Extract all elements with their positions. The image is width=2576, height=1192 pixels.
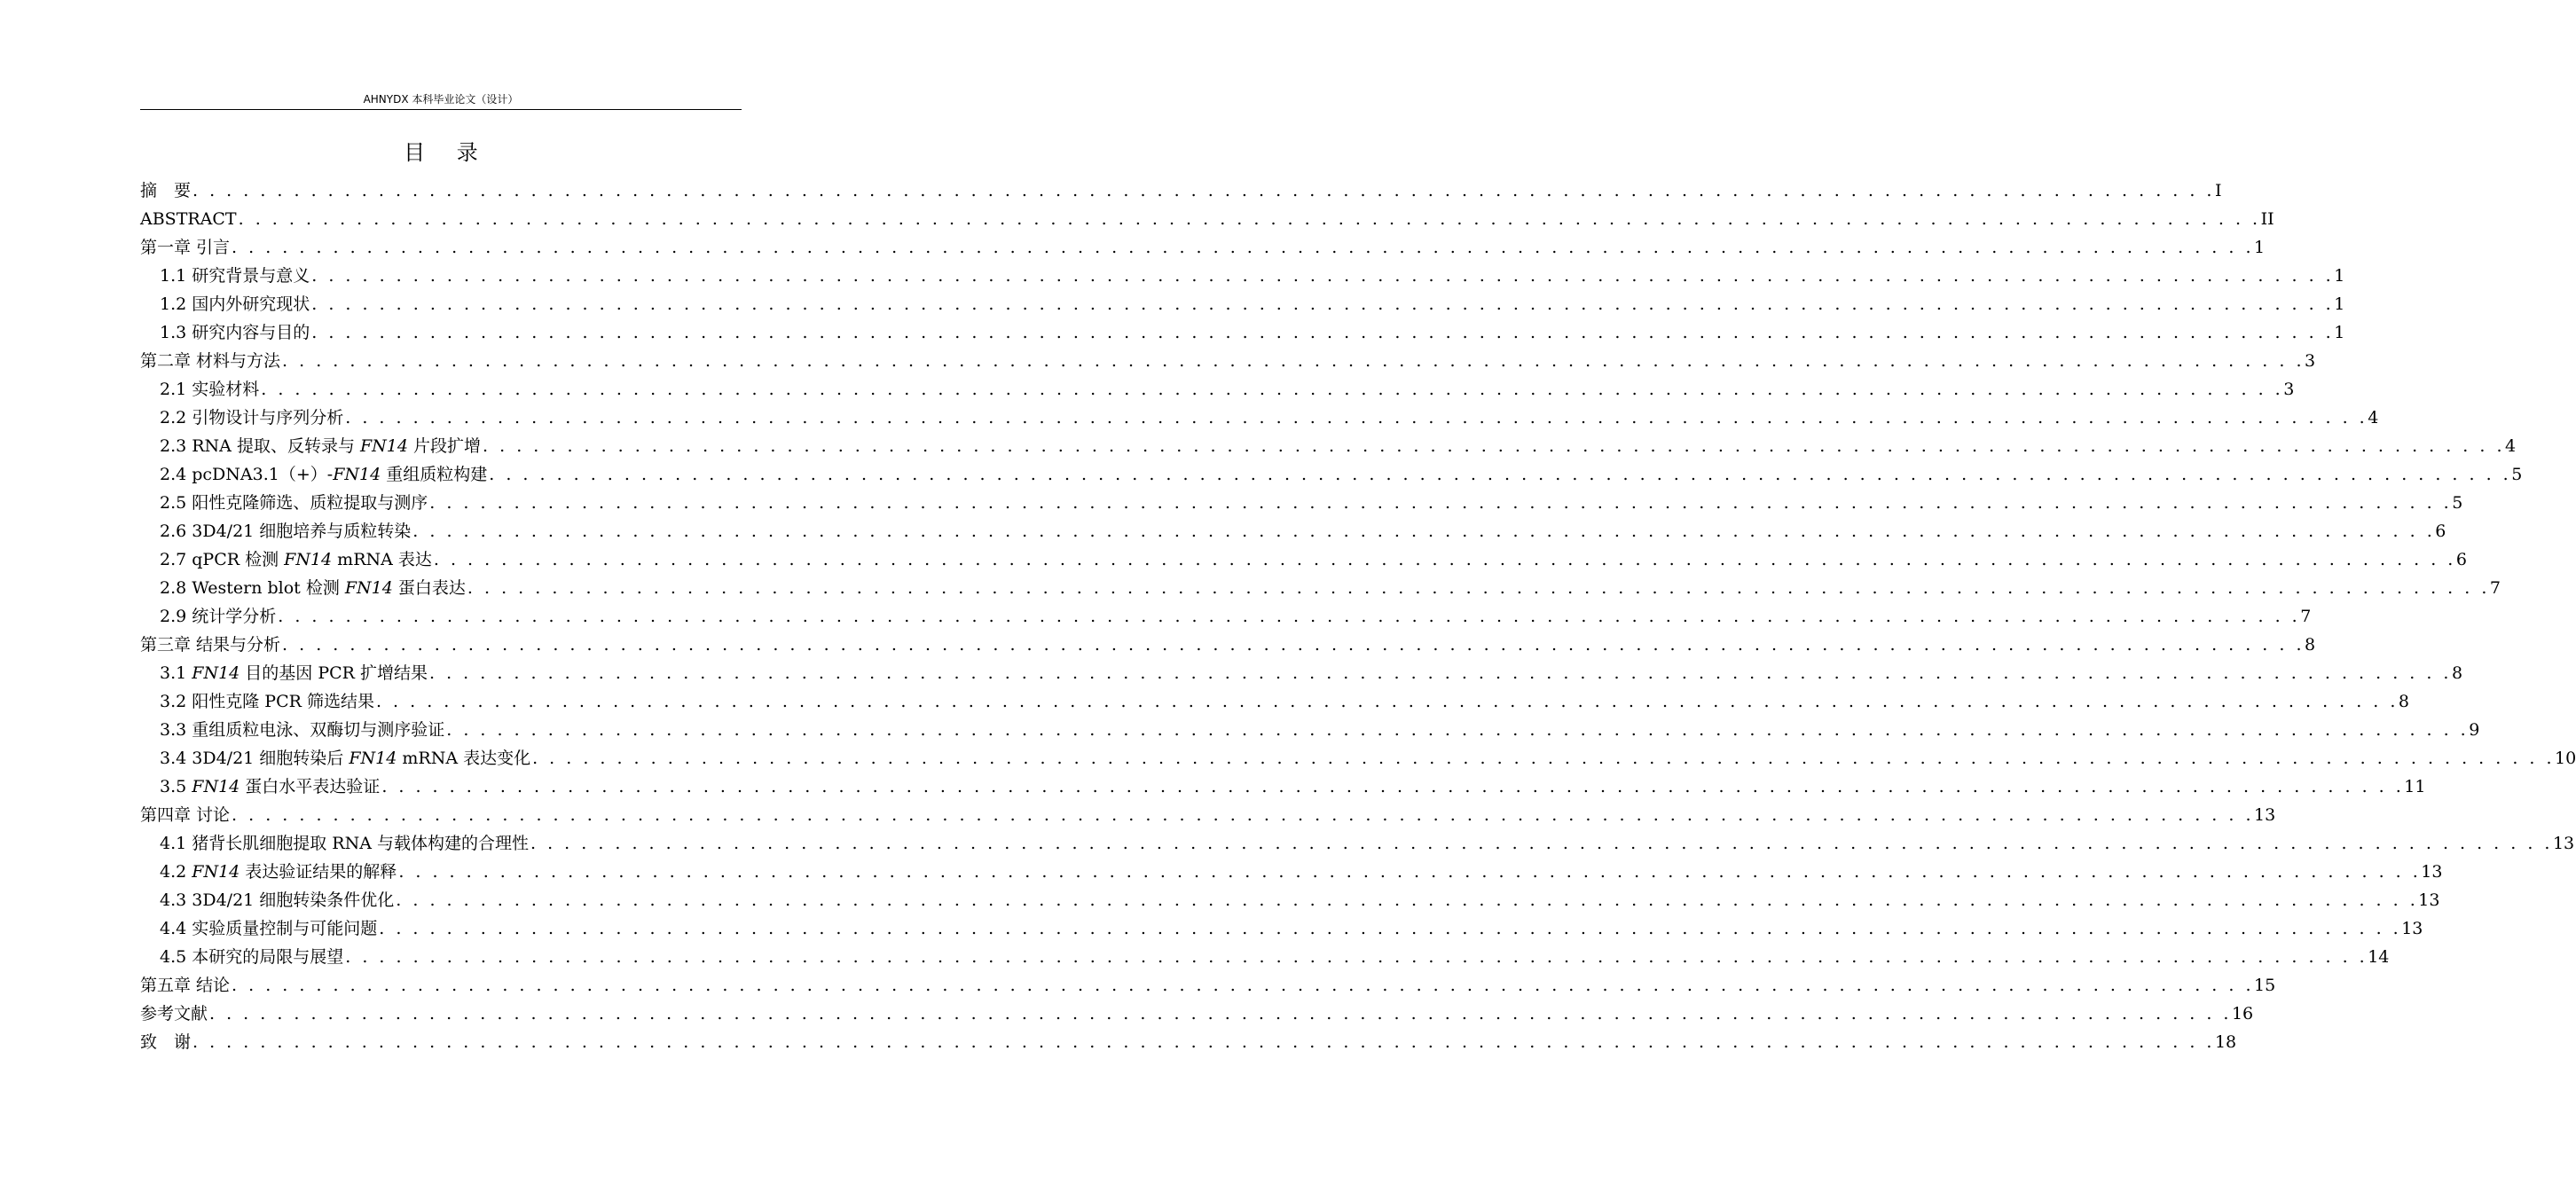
toc-entry[interactable] (140, 176, 2222, 205)
toc-dot-leader: . . . . . . . . . . . . . . . . . . . . . . . . . . . . . . . . . . . . . . . . . . . . . . . . . . . . . . . . . . . . . . . . . . . . . . . . . . . . . . . . . . . . . . . . . . . . . . . . . . . . . . . . . . . . . . . . . . . . . . . . (192, 181, 2215, 200)
toc-dot-leader: . . . . . . . . . . . . . . . . . . . . . . . . . . . . . . . . . . . . . . . . . . . . . . . . . . . . . . . . . . . . . . . . . . . . . . . . . . . . . . . . . . . . . . . . . . . . . . . . . . . . . . . . . . . . . . . . . . . . . . . . (379, 919, 2402, 938)
toc-page-number: 10 (2555, 749, 2576, 768)
toc-entry[interactable] (140, 886, 2440, 914)
toc-entry-label (160, 262, 310, 290)
toc-dot-leader: . . . . . . . . . . . . . . . . . . . . . . . . . . . . . . . . . . . . . . . . . . . . . . . . . . . . . . . . . . . . . . . . . . . . . . . . . . . . . . . . . . . . . . . . . . . . . . . . . . . . . . . . . . . . . . . . . . . . . . . . (467, 578, 2490, 598)
toc-dot-leader: . . . . . . . . . . . . . . . . . . . . . . . . . . . . . . . . . . . . . . . . . . . . . . . . . . . . . . . . . . . . . . . . . . . . . . . . . . . . . . . . . . . . . . . . . . . . . . . . . . . . . . . . . . . . . . . . . . . . . . . . (433, 550, 2456, 569)
toc-entry[interactable] (140, 744, 2576, 772)
toc-entry[interactable] (140, 1028, 2237, 1056)
toc-entry-text: 1.1 研究背景与意义 (160, 266, 310, 286)
toc-entry[interactable] (140, 460, 2523, 489)
toc-entry-label (140, 176, 191, 205)
toc-dot-leader: . . . . . . . . . . . . . . . . . . . . . . . . . . . . . . . . . . . . . . . . . . . . . . . . . . . . . . . . . . . . . . . . . . . . . . . . . . . . . . . . . . . . . . . . . . . . . . . . . . . . . . . . . . . . . . . . . . . . . . . . (345, 408, 2368, 427)
toc-entry-label (140, 631, 280, 659)
toc-entry-text: 第五章 结论 (140, 976, 231, 995)
toc-entry-gene-name: FN14 (360, 436, 408, 456)
toc-entry-text: 2.7 qPCR 检测 (160, 550, 285, 569)
toc-entry-label (160, 659, 428, 687)
toc-page-number: II (2260, 209, 2274, 229)
toc-entry-text: 4.4 实验质量控制与可能问题 (160, 919, 378, 938)
toc-page-number: 1 (2254, 238, 2266, 257)
toc-entry-gene-name: FN14 (192, 862, 240, 882)
toc-entry[interactable] (140, 545, 2467, 574)
toc-entry-text: 2.9 统计学分析 (160, 607, 277, 626)
toc-entry-text: 4.5 本研究的局限与展望 (160, 947, 344, 967)
toc-entry[interactable] (140, 404, 2379, 432)
toc-entry-label (160, 687, 374, 716)
toc-entry-text: 蛋白表达 (392, 578, 466, 598)
toc-dot-leader: . . . . . . . . . . . . . . . . . . . . . . . . . . . . . . . . . . . . . . . . . . . . . . . . . . . . . . . . . . . . . . . . . . . . . . . . . . . . . . . . . . . . . . . . . . . . . . . . . . . . . . . . . . . . . . . . . . . . . . . . (345, 947, 2368, 967)
toc-entry-label (140, 205, 237, 233)
toc-entry[interactable] (140, 517, 2446, 545)
toc-entry-text: 第二章 材料与方法 (140, 351, 281, 371)
toc-entry[interactable] (140, 233, 2266, 262)
toc-entry[interactable] (140, 262, 2345, 290)
toc-page-number: 8 (2398, 692, 2410, 711)
toc-page-number: 8 (2305, 635, 2316, 655)
toc-entry-label (160, 432, 481, 460)
toc-entry-text: 2.5 阳性克隆筛选、质粒提取与测序 (160, 493, 428, 513)
toc-entry-label (140, 1028, 191, 1056)
toc-page-number: 13 (2421, 862, 2443, 882)
toc-entry-label (160, 829, 529, 858)
toc-entry-label (160, 290, 310, 318)
toc-entry-label (160, 404, 343, 432)
toc-entry-text: 3.1 (160, 663, 192, 683)
toc-entry-text: 表达验证结果的解释 (240, 862, 397, 882)
toc-dot-leader: . . . . . . . . . . . . . . . . . . . . . . . . . . . . . . . . . . . . . . . . . . . . . . . . . . . . . . . . . . . . . . . . . . . . . . . . . . . . . . . . . . . . . . . . . . . . . . . . . . . . . . . . . . . . . . . . . . . . . . . . (412, 522, 2436, 541)
toc-entry-text: 4.3 3D4/21 细胞转染条件优化 (160, 890, 395, 910)
toc-entry-label (160, 318, 310, 347)
toc-entry-text: 2.8 Western blot 检测 (160, 578, 345, 598)
toc-dot-leader: . . . . . . . . . . . . . . . . . . . . . . . . . . . . . . . . . . . . . . . . . . . . . . . . . . . . . . . . . . . . . . . . . . . . . . . . . . . . . . . . . . . . . . . . . . . . . . . . . . . . . . . . . . . . . . . . . . . . . . . . (446, 720, 2470, 740)
toc-entry-text: 1.3 研究内容与目的 (160, 323, 310, 342)
toc-page-number: 9 (2469, 720, 2480, 740)
toc-dot-leader: . . . . . . . . . . . . . . . . . . . . . . . . . . . . . . . . . . . . . . . . . . . . . . . . . . . . . . . . . . . . . . . . . . . . . . . . . . . . . . . . . . . . . . . . . . . . . . . . . . . . . . . . . . . . . . . . . . . . . . . . (398, 862, 2422, 882)
toc-dot-leader: . . . . . . . . . . . . . . . . . . . . . . . . . . . . . . . . . . . . . . . . . . . . . . . . . . . . . . . . . . . . . . . . . . . . . . . . . . . . . . . . . . . . . . . . . . . . . . . . . . . . . . . . . . . . . . . . . . . . . . . . (375, 692, 2399, 711)
toc-entry-text: mRNA 表达 (332, 550, 432, 569)
toc-page-number: 1 (2334, 294, 2345, 314)
toc-entry-label (160, 744, 530, 772)
toc-entry[interactable] (140, 829, 2575, 858)
toc-entry-text: ABSTRACT (140, 209, 237, 229)
toc-page-number: 1 (2334, 323, 2345, 342)
toc-page-number: 7 (2489, 578, 2501, 598)
toc-page-number: 7 (2300, 607, 2312, 626)
toc-entry-gene-name: FN14 (333, 465, 381, 484)
toc-entry-label (160, 943, 343, 971)
toc-page-number: 1 (2334, 266, 2345, 286)
toc-dot-leader: . . . . . . . . . . . . . . . . . . . . . . . . . . . . . . . . . . . . . . . . . . . . . . . . . . . . . . . . . . . . . . . . . . . . . . . . . . . . . . . . . . . . . . . . . . . . . . . . . . . . . . . . . . . . . . . . . . . . . . . . (489, 465, 2512, 484)
toc-dot-leader: . . . . . . . . . . . . . . . . . . . . . . . . . . . . . . . . . . . . . . . . . . . . . . . . . . . . . . . . . . . . . . . . . . . . . . . . . . . . . . . . . . . . . . . . . . . . . . . . . . . . . . . . . . . . . . . . . . . . . . . . (311, 266, 2335, 286)
toc-entry-label (160, 517, 411, 545)
toc-page-number: 4 (2505, 436, 2517, 456)
toc-entry-text: 2.2 引物设计与序列分析 (160, 408, 344, 427)
toc-entry-text: 1.2 国内外研究现状 (160, 294, 310, 314)
toc-entry-text: 2.6 3D4/21 细胞培养与质粒转染 (160, 522, 412, 541)
table-of-contents (140, 176, 2576, 1056)
toc-dot-leader: . . . . . . . . . . . . . . . . . . . . . . . . . . . . . . . . . . . . . . . . . . . . . . . . . . . . . . . . . . . . . . . . . . . . . . . . . . . . . . . . . . . . . . . . . . . . . . . . . . . . . . . . . . . . . . . . . . . . . . . . (532, 749, 2556, 768)
toc-entry[interactable] (140, 971, 2276, 1000)
toc-entry-label (140, 971, 230, 1000)
toc-dot-leader: . . . . . . . . . . . . . . . . . . . . . . . . . . . . . . . . . . . . . . . . . . . . . . . . . . . . . . . . . . . . . . . . . . . . . . . . . . . . . . . . . . . . . . . . . . . . . . . . . . . . . . . . . . . . . . . . . . . . . . . . (530, 834, 2553, 853)
toc-entry-label (160, 375, 259, 404)
toc-entry[interactable] (140, 1000, 2254, 1028)
toc-dot-leader: . . . . . . . . . . . . . . . . . . . . . . . . . . . . . . . . . . . . . . . . . . . . . . . . . . . . . . . . . . . . . . . . . . . . . . . . . . . . . . . . . . . . . . . . . . . . . . . . . . . . . . . . . . . . . . . . . . . . . . . . (232, 238, 2254, 257)
toc-entry-text: 3.5 (160, 777, 192, 796)
toc-entry[interactable] (140, 290, 2345, 318)
toc-entry-text: 4.2 (160, 862, 192, 882)
toc-page-number: 18 (2214, 1032, 2237, 1052)
toc-entry-text: 3.2 阳性克隆 PCR 筛选结果 (160, 692, 374, 711)
toc-title: 目 录 (404, 140, 491, 165)
toc-dot-leader: . . . . . . . . . . . . . . . . . . . . . . . . . . . . . . . . . . . . . . . . . . . . . . . . . . . . . . . . . . . . . . . . . . . . . . . . . . . . . . . . . . . . . . . . . . . . . . . . . . . . . . . . . . . . . . . . . . . . . . . . (209, 1004, 2232, 1023)
toc-entry[interactable] (140, 602, 2312, 631)
toc-entry-text: 第一章 引言 (140, 238, 231, 257)
toc-entry-label (160, 460, 487, 489)
toc-entry-text: 重组质粒构建 (381, 465, 488, 484)
toc-entry[interactable] (140, 772, 2426, 801)
toc-entry[interactable] (140, 858, 2443, 886)
toc-entry-text: 目的基因 PCR 扩增结果 (240, 663, 428, 683)
toc-page-number: 14 (2368, 947, 2390, 967)
toc-entry-text: 第三章 结果与分析 (140, 635, 281, 655)
toc-dot-leader: . . . . . . . . . . . . . . . . . . . . . . . . . . . . . . . . . . . . . . . . . . . . . . . . . . . . . . . . . . . . . . . . . . . . . . . . . . . . . . . . . . . . . . . . . . . . . . . . . . . . . . . . . . . . . . . . . . . . . . . . (381, 777, 2405, 796)
toc-entry[interactable] (140, 687, 2410, 716)
toc-entry[interactable] (140, 631, 2316, 659)
toc-entry-label (160, 914, 377, 943)
toc-dot-leader: . . . . . . . . . . . . . . . . . . . . . . . . . . . . . . . . . . . . . . . . . . . . . . . . . . . . . . . . . . . . . . . . . . . . . . . . . . . . . . . . . . . . . . . . . . . . . . . . . . . . . . . . . . . . . . . . . . . . . . . . (232, 976, 2254, 995)
toc-entry[interactable] (140, 716, 2480, 744)
toc-entry-text: 4.1 猪背长肌细胞提取 RNA 与载体构建的合理性 (160, 834, 529, 853)
toc-page-number: 5 (2511, 465, 2523, 484)
toc-entry-text: 致 谢 (140, 1032, 192, 1052)
toc-dot-leader: . . . . . . . . . . . . . . . . . . . . . . . . . . . . . . . . . . . . . . . . . . . . . . . . . . . . . . . . . . . . . . . . . . . . . . . . . . . . . . . . . . . . . . . . . . . . . . . . . . . . . . . . . . . . . . . . . . . . . . . . (396, 890, 2419, 910)
toc-entry-text: 参考文献 (140, 1004, 208, 1023)
toc-entry[interactable] (140, 432, 2517, 460)
toc-page-number: 16 (2231, 1004, 2254, 1023)
toc-page-number: 13 (2418, 890, 2440, 910)
toc-entry[interactable] (140, 659, 2463, 687)
toc-entry-label (160, 772, 380, 801)
toc-page-number: 4 (2368, 408, 2379, 427)
toc-entry[interactable] (140, 914, 2423, 943)
toc-entry-text: 2.1 实验材料 (160, 380, 260, 399)
toc-page-number: 8 (2451, 663, 2463, 683)
toc-dot-leader: . . . . . . . . . . . . . . . . . . . . . . . . . . . . . . . . . . . . . . . . . . . . . . . . . . . . . . . . . . . . . . . . . . . . . . . . . . . . . . . . . . . . . . . . . . . . . . . . . . . . . . . . . . . . . . . . . . . . . . . . (282, 351, 2305, 371)
toc-entry-label (140, 347, 280, 375)
toc-entry-gene-name: FN14 (192, 777, 240, 796)
toc-page-number: 13 (2401, 919, 2423, 938)
toc-entry-label (160, 886, 394, 914)
toc-entry-gene-name: FN14 (344, 578, 393, 598)
toc-page-number: 3 (2305, 351, 2316, 371)
toc-page-number: 11 (2404, 777, 2426, 796)
toc-entry[interactable] (140, 205, 2274, 233)
toc-entry-gene-name: FN14 (192, 663, 240, 683)
toc-dot-leader: . . . . . . . . . . . . . . . . . . . . . . . . . . . . . . . . . . . . . . . . . . . . . . . . . . . . . . . . . . . . . . . . . . . . . . . . . . . . . . . . . . . . . . . . . . . . . . . . . . . . . . . . . . . . . . . . . . . . . . . . (311, 294, 2335, 314)
toc-dot-leader: . . . . . . . . . . . . . . . . . . . . . . . . . . . . . . . . . . . . . . . . . . . . . . . . . . . . . . . . . . . . . . . . . . . . . . . . . . . . . . . . . . . . . . . . . . . . . . . . . . . . . . . . . . . . . . . . . . . . . . . . (192, 1032, 2215, 1052)
toc-entry-gene-name: FN14 (349, 749, 397, 768)
toc-dot-leader: . . . . . . . . . . . . . . . . . . . . . . . . . . . . . . . . . . . . . . . . . . . . . . . . . . . . . . . . . . . . . . . . . . . . . . . . . . . . . . . . . . . . . . . . . . . . . . . . . . . . . . . . . . . . . . . . . . . . . . . . (232, 805, 2254, 825)
toc-page-number: 13 (2552, 834, 2575, 853)
toc-page-number: I (2214, 181, 2222, 200)
toc-entry[interactable] (140, 943, 2390, 971)
toc-dot-leader: . . . . . . . . . . . . . . . . . . . . . . . . . . . . . . . . . . . . . . . . . . . . . . . . . . . . . . . . . . . . . . . . . . . . . . . . . . . . . . . . . . . . . . . . . . . . . . . . . . . . . . . . . . . . . . . . . . . . . . . . (429, 493, 2453, 513)
toc-entry-label (160, 858, 397, 886)
toc-entry-label (160, 489, 428, 517)
toc-entry-label (160, 545, 432, 574)
toc-entry-text: 摘 要 (140, 181, 192, 200)
toc-entry-label (140, 233, 230, 262)
toc-entry[interactable] (140, 801, 2276, 829)
toc-entry-label (160, 574, 466, 602)
toc-entry-text: 2.3 RNA 提取、反转录与 (160, 436, 360, 456)
toc-entry[interactable] (140, 347, 2316, 375)
toc-page-number: 6 (2455, 550, 2467, 569)
toc-dot-leader: . . . . . . . . . . . . . . . . . . . . . . . . . . . . . . . . . . . . . . . . . . . . . . . . . . . . . . . . . . . . . . . . . . . . . . . . . . . . . . . . . . . . . . . . . . . . . . . . . . . . . . . . . . . . . . . . . . . . . . . . (429, 663, 2452, 683)
toc-page-number: 5 (2452, 493, 2463, 513)
toc-entry-text: 2.4 pcDNA3.1（+）- (160, 465, 334, 484)
page-header: AHNYDX 本科毕业论文（设计） (363, 93, 519, 106)
toc-entry-text: 片段扩增 (408, 436, 482, 456)
toc-page-number: 6 (2435, 522, 2446, 541)
toc-entry-label (140, 801, 230, 829)
toc-entry-text: 3.4 3D4/21 细胞转染后 (160, 749, 349, 768)
toc-dot-leader: . . . . . . . . . . . . . . . . . . . . . . . . . . . . . . . . . . . . . . . . . . . . . . . . . . . . . . . . . . . . . . . . . . . . . . . . . . . . . . . . . . . . . . . . . . . . . . . . . . . . . . . . . . . . . . . . . . . . . . . . (238, 209, 2261, 229)
toc-dot-leader: . . . . . . . . . . . . . . . . . . . . . . . . . . . . . . . . . . . . . . . . . . . . . . . . . . . . . . . . . . . . . . . . . . . . . . . . . . . . . . . . . . . . . . . . . . . . . . . . . . . . . . . . . . . . . . . . . . . . . . . . (278, 607, 2301, 626)
toc-entry-text: 第四章 讨论 (140, 805, 231, 825)
toc-entry[interactable] (140, 489, 2463, 517)
toc-entry[interactable] (140, 574, 2501, 602)
toc-dot-leader: . . . . . . . . . . . . . . . . . . . . . . . . . . . . . . . . . . . . . . . . . . . . . . . . . . . . . . . . . . . . . . . . . . . . . . . . . . . . . . . . . . . . . . . . . . . . . . . . . . . . . . . . . . . . . . . . . . . . . . . . (261, 380, 2284, 399)
toc-entry-gene-name: FN14 (284, 550, 333, 569)
header-rule (140, 109, 742, 110)
toc-entry-label (160, 716, 444, 744)
toc-dot-leader: . . . . . . . . . . . . . . . . . . . . . . . . . . . . . . . . . . . . . . . . . . . . . . . . . . . . . . . . . . . . . . . . . . . . . . . . . . . . . . . . . . . . . . . . . . . . . . . . . . . . . . . . . . . . . . . . . . . . . . . . (282, 635, 2305, 655)
toc-entry[interactable] (140, 318, 2345, 347)
toc-page-number: 13 (2254, 805, 2276, 825)
toc-entry-text: 3.3 重组质粒电泳、双酶切与测序验证 (160, 720, 445, 740)
toc-entry-text: 蛋白水平表达验证 (240, 777, 381, 796)
toc-entry-text: mRNA 表达变化 (397, 749, 531, 768)
toc-entry-label (140, 1000, 208, 1028)
toc-dot-leader: . . . . . . . . . . . . . . . . . . . . . . . . . . . . . . . . . . . . . . . . . . . . . . . . . . . . . . . . . . . . . . . . . . . . . . . . . . . . . . . . . . . . . . . . . . . . . . . . . . . . . . . . . . . . . . . . . . . . . . . . (483, 436, 2505, 456)
toc-entry-label (160, 602, 276, 631)
toc-page-number: 3 (2283, 380, 2295, 399)
toc-dot-leader: . . . . . . . . . . . . . . . . . . . . . . . . . . . . . . . . . . . . . . . . . . . . . . . . . . . . . . . . . . . . . . . . . . . . . . . . . . . . . . . . . . . . . . . . . . . . . . . . . . . . . . . . . . . . . . . . . . . . . . . . (311, 323, 2335, 342)
toc-page-number: 15 (2254, 976, 2276, 995)
toc-entry[interactable] (140, 375, 2295, 404)
